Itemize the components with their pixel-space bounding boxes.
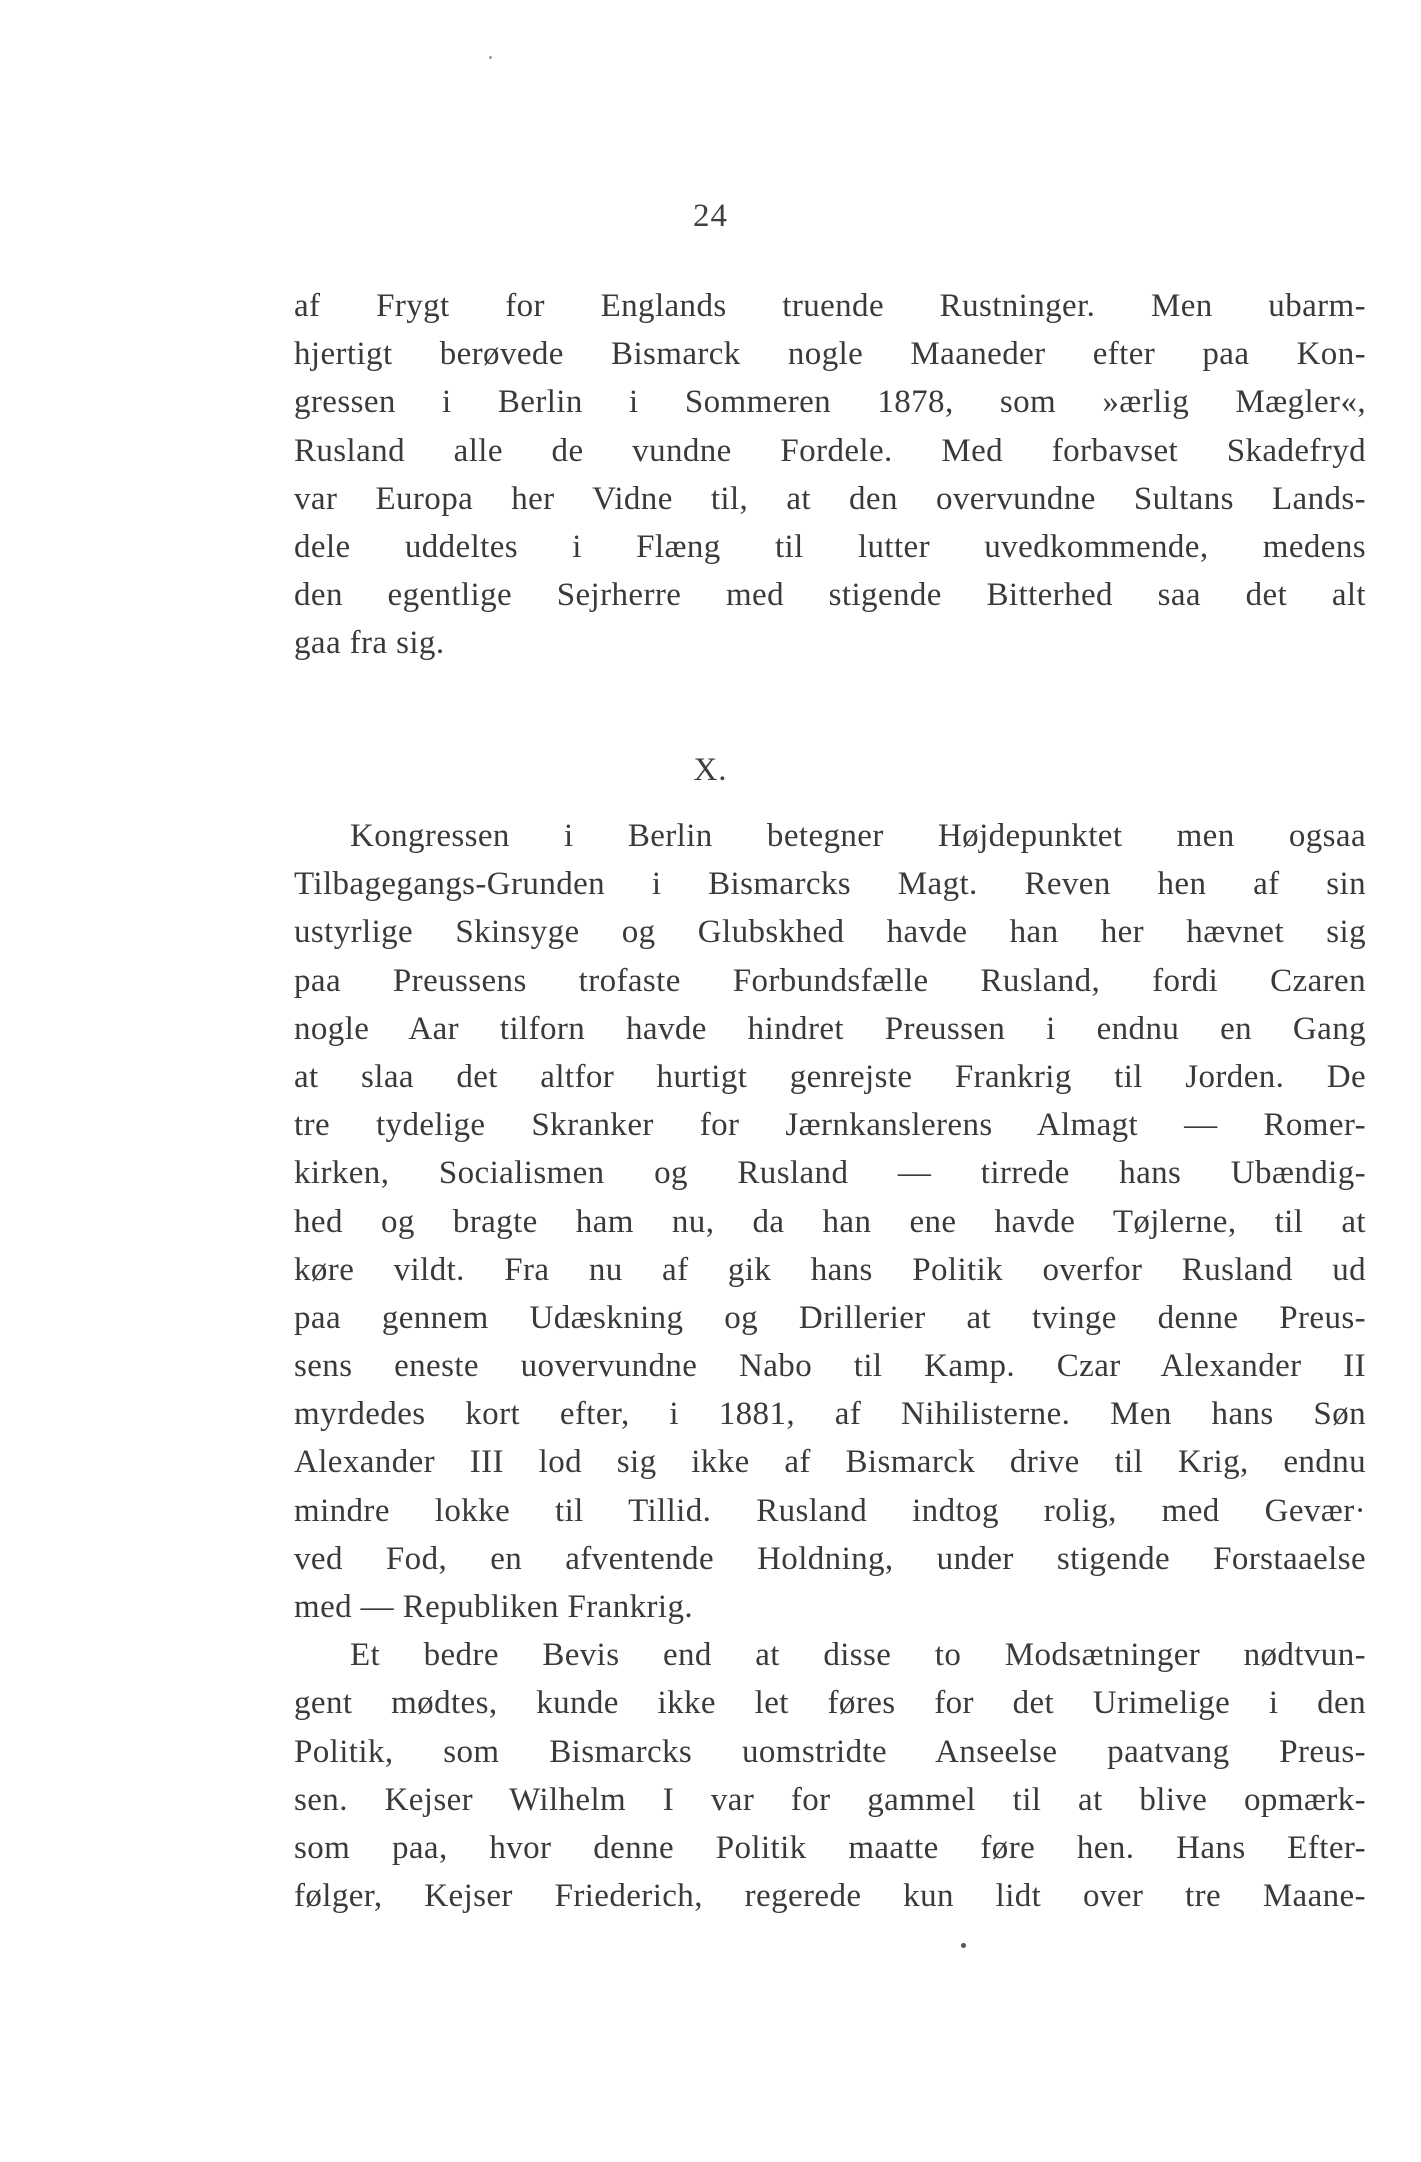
text-line: Alexander III lod sig ikke af Bismarck drive til Krig, endnu xyxy=(294,1444,1366,1481)
text-line: hjertigt berøvede Bismarck nogle Maaneder efter paa Kon- xyxy=(294,336,1366,373)
text-line: var Europa her Vidne til, at den overvundne Sultans Lands- xyxy=(294,480,1366,517)
text-line: hed og bragte ham nu, da han ene havde Tøjlerne, til at xyxy=(294,1203,1366,1240)
text-line: kirken, Socialismen og Rusland — tirrede hans Ubændig- xyxy=(294,1155,1366,1192)
text-line: som paa, hvor denne Politik maatte føre hen. Hans Efter- xyxy=(294,1829,1366,1866)
text-line: gressen i Berlin i Sommeren 1878, som »ærlig Mægler«, xyxy=(294,384,1366,421)
text-line: følger, Kejser Friederich, regerede kun lidt over tre Maane- xyxy=(294,1878,1366,1915)
text-line: Et bedre Bevis end at disse to Modsætninger nødtvun- xyxy=(350,1637,1366,1674)
text-line: Politik, som Bismarcks uomstridte Anseelse paatvang Preus- xyxy=(294,1733,1366,1770)
text-line: gent mødtes, kunde ikke let føres for det Urimelige i den xyxy=(294,1685,1366,1722)
print-speck xyxy=(961,1943,966,1948)
text-line: ustyrlige Skinsyge og Glubskhed havde han her hævnet sig xyxy=(294,914,1366,951)
text-line: dele uddeltes i Flæng til lutter uvedkommende, medens xyxy=(294,528,1366,565)
paragraph-1 xyxy=(294,282,1366,668)
paragraph-2 xyxy=(294,812,1366,1920)
text-line: gaa fra sig. xyxy=(294,625,445,662)
text-line: paa gennem Udæskning og Drillerier at tvinge denne Preus- xyxy=(294,1299,1366,1336)
text-line: sen. Kejser Wilhelm I var for gammel til at blive opmærk- xyxy=(294,1781,1366,1818)
text-line: paa Preussens trofaste Forbundsfælle Rusland, fordi Czaren xyxy=(294,962,1366,999)
text-line: Kongressen i Berlin betegner Højdepunktet men ogsaa xyxy=(350,818,1366,854)
text-line: den egentlige Sejrherre med stigende Bitterhed saa det alt xyxy=(294,577,1366,614)
text-line: myrdedes kort efter, i 1881, af Nihilisterne. Men hans Søn xyxy=(294,1396,1366,1433)
text-line: af Frygt for Englands truende Rustninger. Men ubarm- xyxy=(294,288,1366,324)
text-line: tre tydelige Skranker for Jærnkanslerens Almagt — Romer- xyxy=(294,1107,1366,1144)
text-line: sens eneste uovervundne Nabo til Kamp. Czar Alexander II xyxy=(294,1348,1366,1385)
print-speck xyxy=(489,56,492,59)
text-line: Rusland alle de vundne Fordele. Med forbavset Skadefryd xyxy=(294,432,1366,469)
text-line: mindre lokke til Tillid. Rusland indtog rolig, med Gevær· xyxy=(294,1492,1366,1529)
text-line: ved Fod, en afventende Holdning, under stigende Forstaaelse xyxy=(294,1540,1366,1577)
text-line: nogle Aar tilforn havde hindret Preussen i endnu en Gang xyxy=(294,1010,1366,1047)
text-line: køre vildt. Fra nu af gik hans Politik overfor Rusland ud xyxy=(294,1251,1366,1288)
text-line: Tilbagegangs-Grunden i Bismarcks Magt. Reven hen af sin xyxy=(294,866,1366,903)
section-heading: X. xyxy=(693,752,728,788)
page-number: 24 xyxy=(693,198,728,234)
text-line: at slaa det altfor hurtigt genrejste Frankrig til Jorden. De xyxy=(294,1058,1366,1095)
text-line: med — Republiken Frankrig. xyxy=(294,1589,694,1625)
